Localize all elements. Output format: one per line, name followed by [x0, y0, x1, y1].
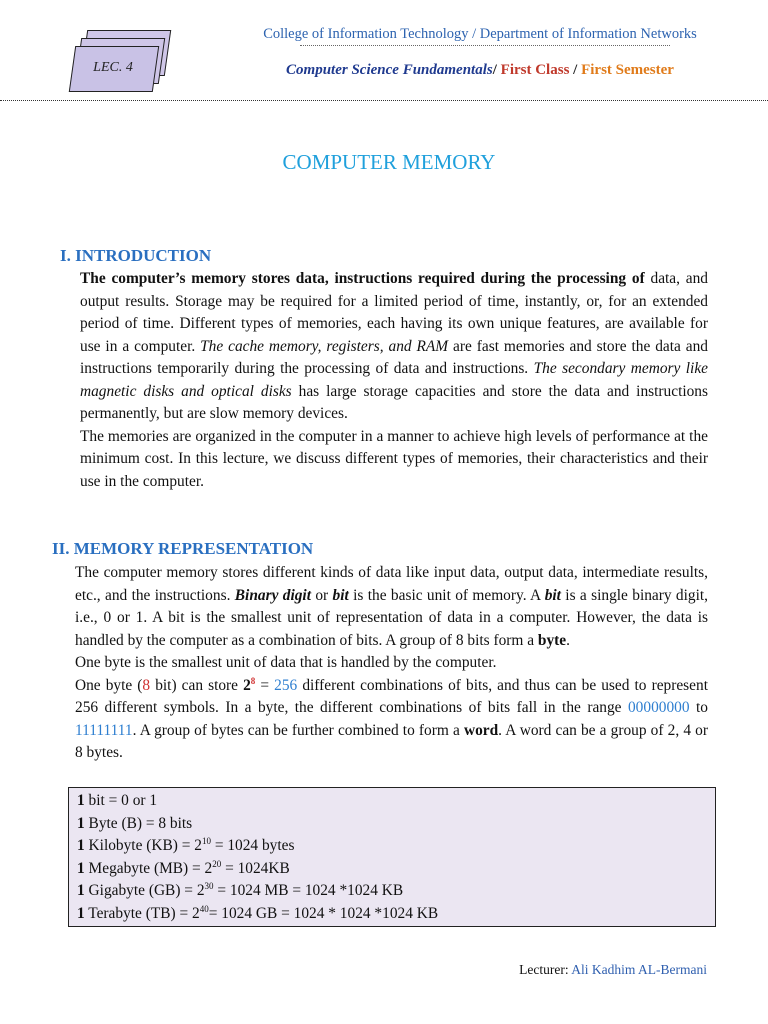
- repr3-text-b: bit) can store: [150, 676, 244, 694]
- unit-row: [77, 880, 707, 903]
- power-exponent: 8: [250, 675, 256, 686]
- unit-text: Terabyte (TB) = 2: [84, 904, 200, 922]
- unit-count: 1: [77, 837, 85, 854]
- lecture-number: LEC. 4: [93, 60, 133, 75]
- intro-paragraph-1: [80, 268, 708, 426]
- lecturer-name: Ali Kadhim AL-Bermani: [571, 962, 707, 977]
- unit-equivalence: = 1024 bytes: [210, 837, 295, 854]
- bit-term-2: bit: [544, 586, 561, 604]
- unit-count: 1: [77, 882, 85, 899]
- bit-term: bit: [332, 586, 349, 604]
- repr3-text-d: . A group of bytes can be further combined to form a: [132, 721, 464, 739]
- unit-exponent: 10: [201, 835, 211, 846]
- repr-period: .: [566, 631, 570, 649]
- unit-row: [77, 813, 707, 836]
- unit-text: Byte (B) = 8 bits: [84, 814, 193, 832]
- intro-text-a: data, and output results. Storage may be required for a limited period of time, instantly, or, for an extended period of time. Different types of memories, each having its own unique features, are available for use in a computer.: [80, 270, 708, 355]
- intro-fast-memories: The cache memory, registers, and RAM: [200, 337, 449, 355]
- unit-exponent: 20: [212, 858, 222, 869]
- lecturer-label: Lecturer:: [519, 962, 572, 977]
- byte-term: byte: [537, 631, 567, 649]
- unit-count: 1: [77, 904, 85, 922]
- memory-units-box: [68, 787, 716, 927]
- class-separator: /: [573, 62, 578, 78]
- unit-text: Kilobyte (KB) = 2: [84, 837, 202, 854]
- binary-digit-term: Binary digit: [234, 586, 311, 604]
- unit-count: 1: [77, 859, 85, 877]
- word-term: word: [463, 721, 499, 739]
- page-title: COMPUTER MEMORY: [282, 150, 496, 174]
- repr-or: or: [310, 586, 333, 604]
- repr-text-b: is the basic unit of memory. A: [348, 586, 545, 604]
- repr3-to: to: [689, 699, 708, 716]
- header-bottom-divider: [0, 100, 768, 101]
- repr-text-c: is a single binary digit, i.e., 0 or 1. A bit is the smallest unit of representation of data in a computer. However, the data is handled by the computer as a combination of bits. A group of 8 bits form a: [75, 586, 708, 649]
- unit-count: 1: [77, 814, 85, 832]
- section-memory-representation-heading: II. MEMORY REPRESENTATION: [52, 539, 314, 558]
- intro-text-c: has large storage capacities and store the data and instructions permanently, but are slow memory devices.: [80, 382, 708, 422]
- unit-equivalence: = 1024KB: [221, 859, 290, 877]
- unit-exponent: 40: [199, 903, 209, 914]
- repr3-text-e: . A word can be a group of 2, 4 or 8 bytes.: [75, 721, 708, 761]
- section-introduction-heading: I. INTRODUCTION: [60, 246, 212, 265]
- intro-paragraph-2: The memories are organized in the computer in a manner to achieve high levels of performance at the minimum cost. In this lecture, we discuss different types of memories, their characteristics and their use in the computer.: [80, 427, 708, 490]
- eight-bits-value: 8: [142, 676, 151, 694]
- unit-row: [77, 858, 707, 881]
- unit-text: Megabyte (MB) = 2: [84, 859, 213, 877]
- unit-count: 1: [77, 792, 85, 809]
- repr-paragraph-3: [75, 675, 708, 765]
- range-start: 00000000: [627, 699, 690, 716]
- class-name: First Class: [500, 62, 570, 78]
- unit-equivalence: = 1024 MB = 1024 *1024 KB: [213, 882, 404, 899]
- unit-text: bit = 0 or 1: [84, 792, 158, 809]
- repr3-equals: =: [255, 676, 275, 694]
- range-end: 11111111: [75, 721, 133, 739]
- repr3-text-a: One byte (: [75, 676, 143, 694]
- combinations-value: 256: [274, 676, 298, 694]
- semester-name: First Semester: [581, 62, 674, 78]
- course-separator: /: [492, 62, 497, 78]
- section-memory-representation-body: [75, 562, 708, 765]
- unit-row: [77, 903, 707, 926]
- repr-text-a: The computer memory stores different kinds of data like input data, output data, intermediate results, etc., and the instructions.: [75, 564, 708, 604]
- lecturer-footer: [0, 962, 707, 978]
- college-department-line: College of Information Technology / Department of Information Networks: [263, 26, 697, 42]
- unit-text: Gigabyte (GB) = 2: [84, 882, 205, 899]
- intro-text-b: are fast memories and store the data and instructions temporarily during the processing of data and instructions.: [80, 337, 709, 377]
- repr-paragraph-2: One byte is the smallest unit of data that is handled by the computer.: [75, 654, 497, 671]
- unit-row: [77, 790, 707, 813]
- lecture-badge: [68, 30, 168, 98]
- header-dotted-divider: [300, 45, 670, 46]
- power-base: 2: [243, 676, 251, 694]
- course-name: Computer Science Fundamentals: [286, 62, 493, 78]
- section-introduction-body: [80, 268, 708, 493]
- intro-secondary-memory: The secondary memory like magnetic disks and optical disks: [80, 360, 708, 400]
- repr3-text-c: different combinations of bits, and thus can be used to represent 256 different symbols. In a byte, the different combinations of bits fall in the range: [75, 676, 708, 716]
- repr-paragraph-1: [75, 562, 708, 652]
- unit-row: [77, 835, 707, 858]
- intro-lead-text: The computer’s memory stores data, instructions required during the processing of: [80, 270, 645, 287]
- unit-equivalence: = 1024 GB = 1024 * 1024 *1024 KB: [208, 904, 439, 922]
- course-line: [200, 62, 760, 79]
- unit-exponent: 30: [204, 880, 214, 891]
